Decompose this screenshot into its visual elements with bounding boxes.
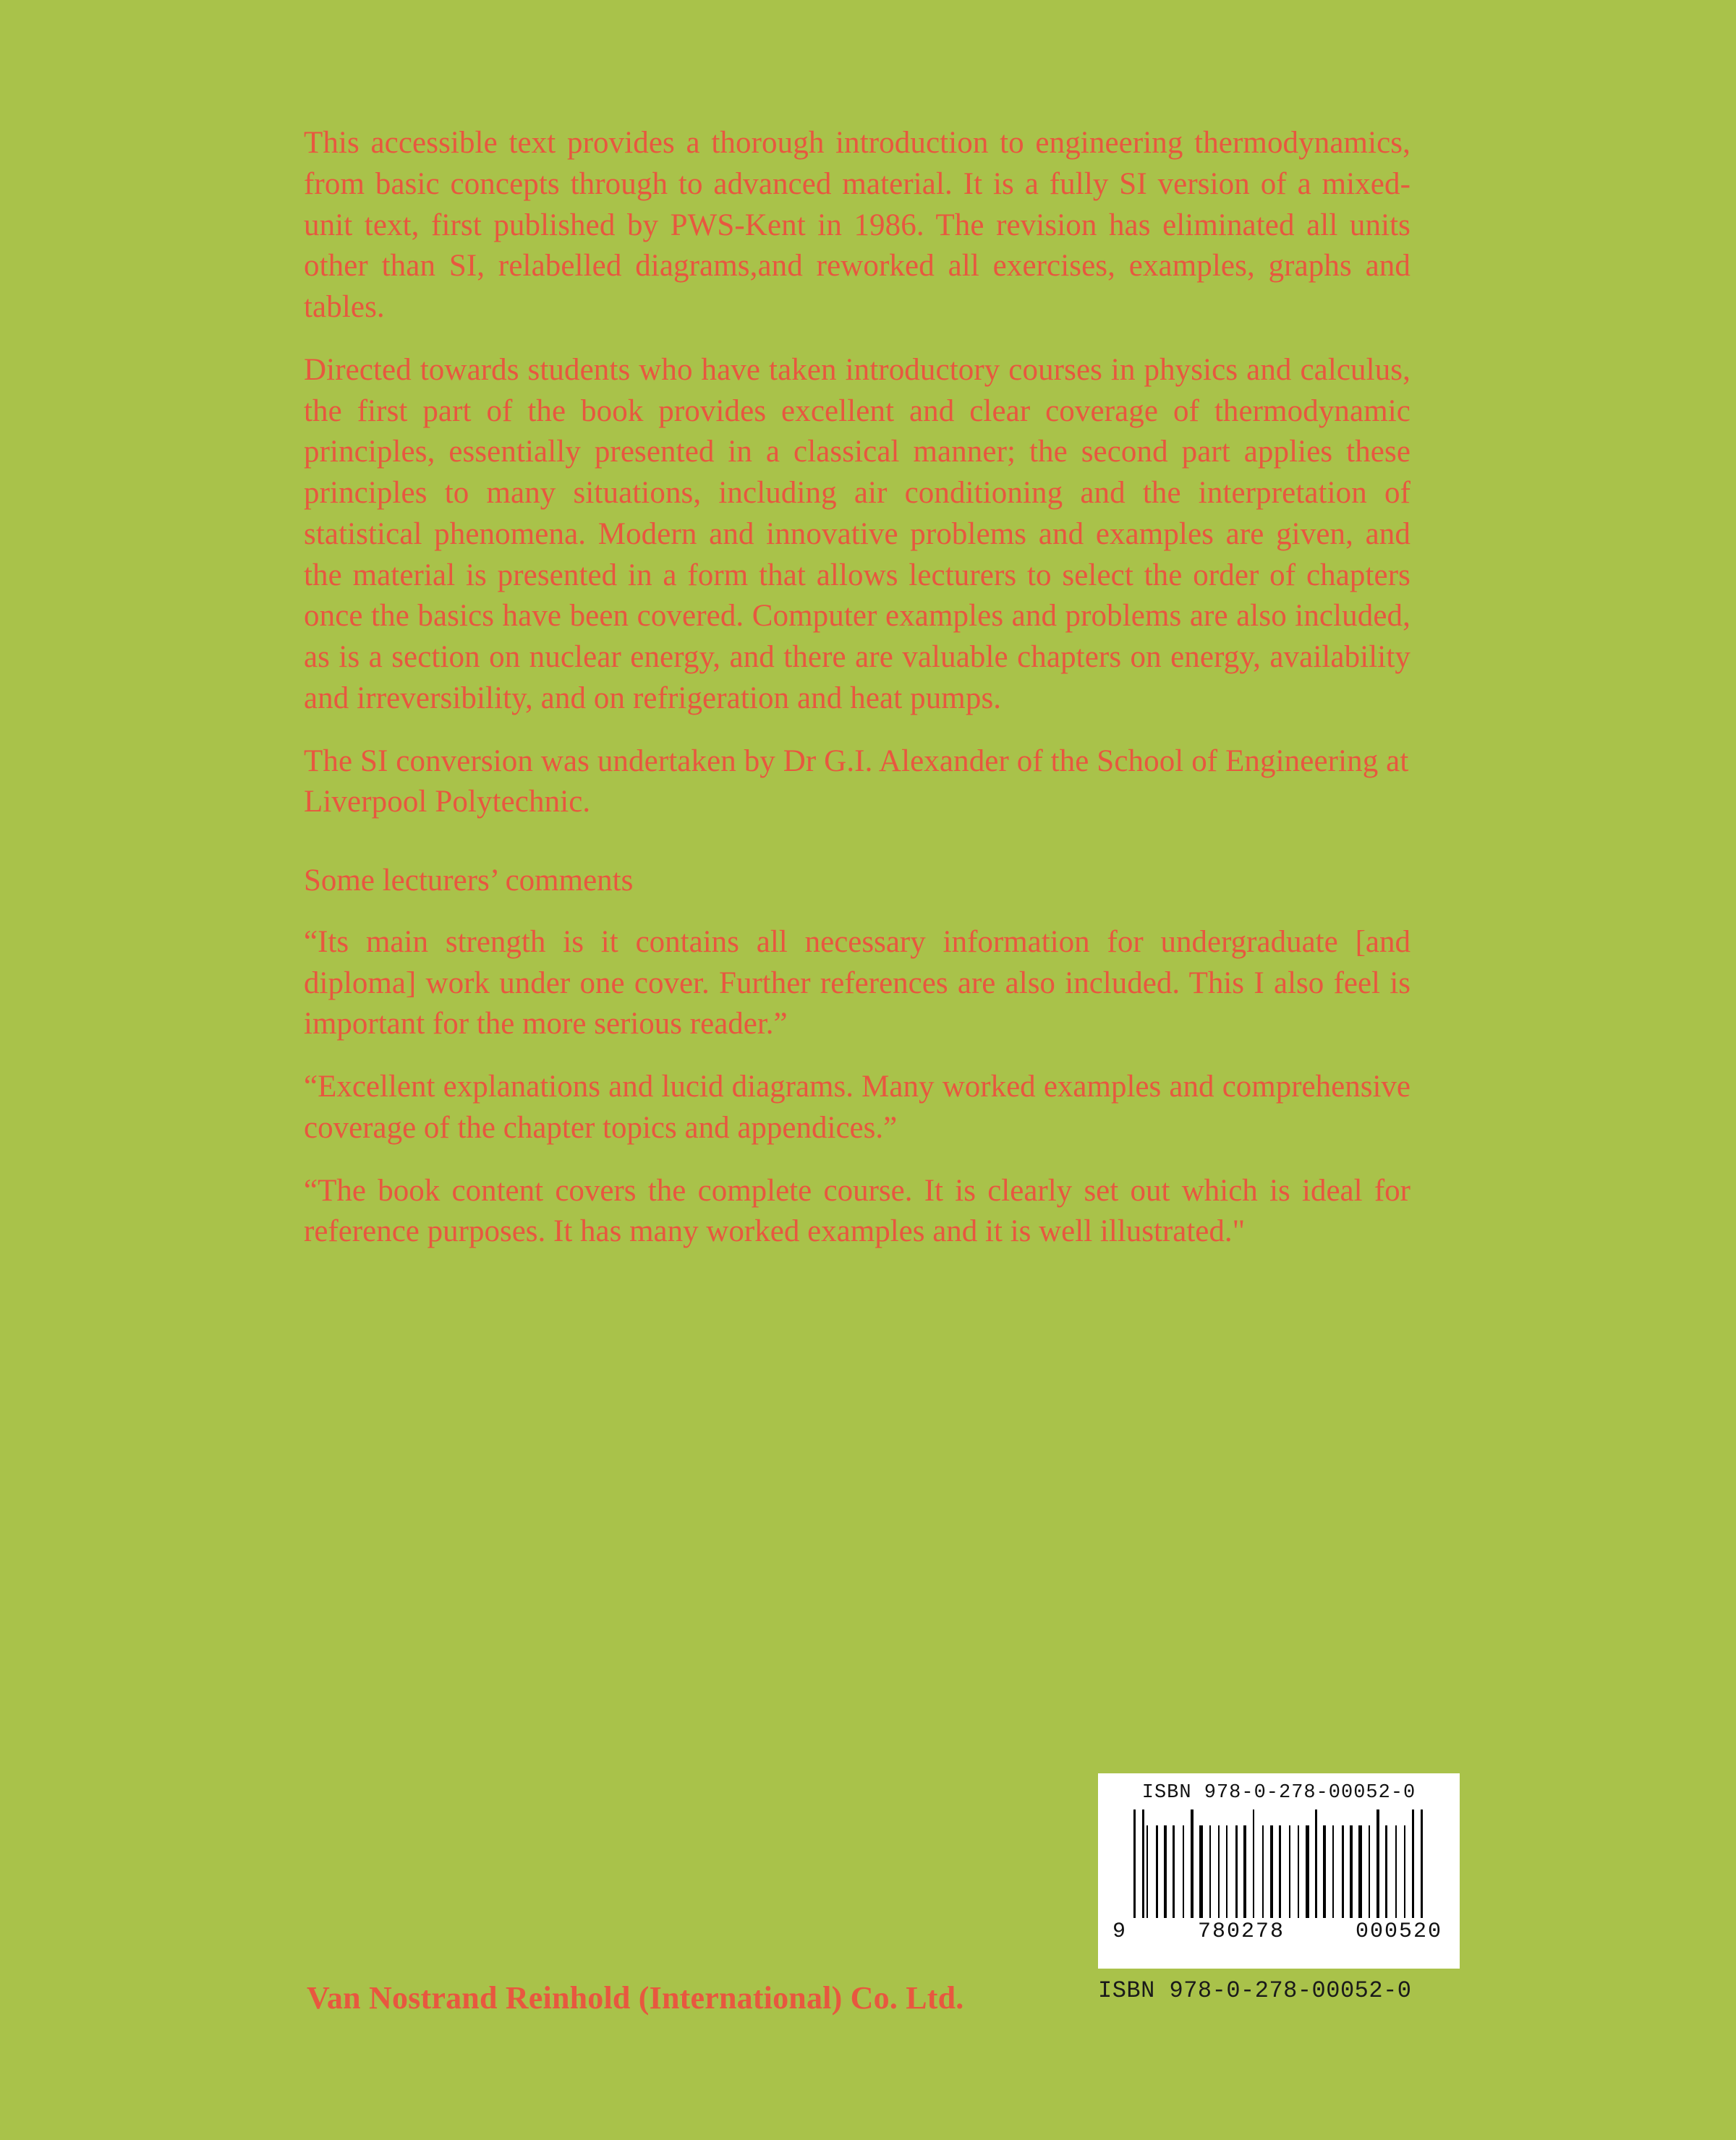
blurb-text-block bbox=[304, 123, 1410, 1274]
blurb-paragraph-3: The SI conversion was undertaken by Dr G.I. Alexander of the School of Engineering at Liverpool Polytechnic. bbox=[304, 743, 1409, 819]
isbn-text: ISBN 978-0-278-00052-0 bbox=[1098, 1977, 1412, 2004]
barcode-bars bbox=[1108, 1809, 1450, 1918]
lecturer-quote-3: “The book content covers the complete course. It is clearly set out which is ideal for reference purposes. It has many worked examples and it is well illustrated." bbox=[304, 1173, 1410, 1249]
comments-heading: Some lecturers’ comments bbox=[304, 864, 634, 898]
blurb-paragraph-2: Directed towards students who have taken introductory courses in physics and calculus, the first part of the book provides excellent and clear coverage of thermodynamic principles, essentially presented in a classical manner; the second part applies these principles to many situations, including air conditioning and the interpretation of statistical phenomena. Modern and innovative problems and examples are given, and the material is presented in a form that allows lecturers to select the order of chapters once the basics have been covered. Computer examples and problems are also included, as is a section on nuclear energy, and there are valuable chapters on energy, availability and irreversibility, and on refrigeration and heat pumps. bbox=[304, 352, 1410, 715]
barcode-isbn-top: ISBN 978-0-278-00052-0 bbox=[1141, 1782, 1416, 1804]
barcode-digit-left: 9 bbox=[1112, 1919, 1128, 1944]
barcode-box bbox=[1098, 1773, 1460, 1969]
blurb-paragraph-1: This accessible text provides a thorough introduction to engineering thermodynamics, from basic concepts through to advanced material. It is a fully SI version of a mixed-unit text, first published by PWS-Kent in 1986. The revision has eliminated all units other than SI, relabelled diagrams,and reworked all exercises, examples, graphs and tables. bbox=[304, 126, 1410, 324]
barcode-digits bbox=[1108, 1918, 1450, 1944]
barcode-digit-group-1: 780278 bbox=[1197, 1919, 1285, 1944]
lecturer-quote-2: “Excellent explanations and lucid diagrams. Many worked examples and comprehensive coverage of the chapter topics and appendices.” bbox=[304, 1070, 1410, 1145]
lecturer-quote-1: “Its main strength is it contains all necessary information for undergraduate [and diploma] work under one cover. Further references are also included. This I also feel is important for the more serious reader.” bbox=[304, 924, 1410, 1041]
barcode-digit-group-2: 000520 bbox=[1355, 1919, 1442, 1944]
publisher-name: Van Nostrand Reinhold (International) Co. Ltd. bbox=[307, 1980, 964, 2016]
barcode-block bbox=[1098, 1773, 1460, 2004]
